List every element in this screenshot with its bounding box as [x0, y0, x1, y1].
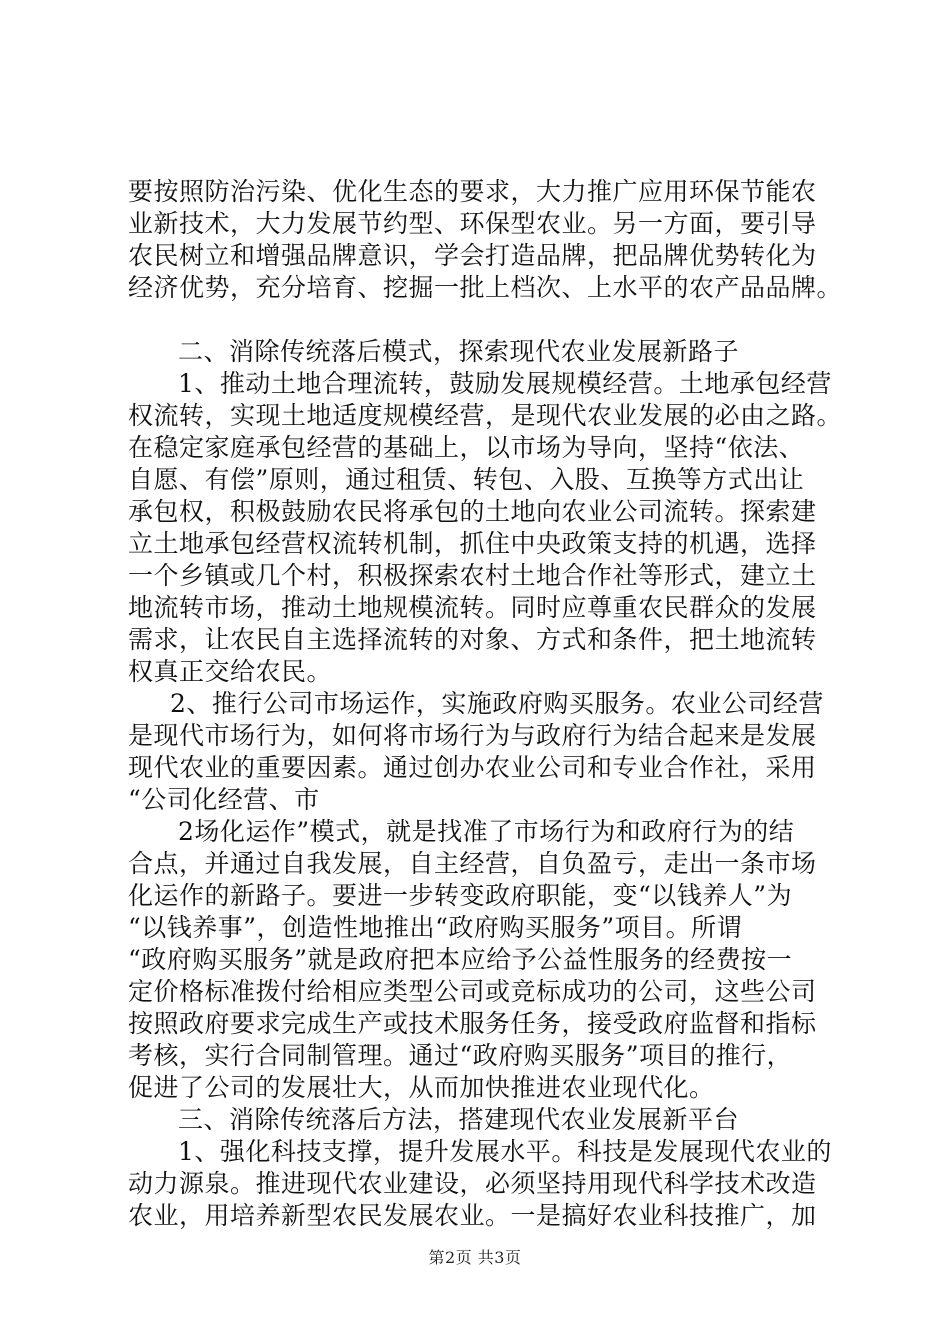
text-line: 需求，让农民自主选择流转的对象、方式和条件，把土地流转 [128, 625, 817, 654]
text-line: 在稳定家庭承包经营的基础上，以市场为导向，坚持“依法、 [128, 433, 805, 462]
text-line: 1、推动土地合理流转，鼓励发展规模经营。土地承包经营 [178, 369, 832, 398]
text-line: 定价格标准拨付给相应类型公司或竞标成功的公司，这些公司 [128, 977, 817, 1006]
text-line: 权真正交给农民。 [128, 657, 333, 686]
text-line: 1、强化科技支撑，提升发展水平。科技是发展现代农业的 [178, 1137, 832, 1166]
text-line: 业新技术，大力发展节约型、环保型农业。另一方面，要引导 [128, 209, 817, 238]
text-line: 权流转，实现土地适度规模经营，是现代农业发展的必由之路。 [128, 401, 843, 430]
text-line: 促进了公司的发展壮大，从而加快推进农业现代化。 [128, 1073, 715, 1102]
text-line: 农民树立和增强品牌意识，学会打造品牌，把品牌优势转化为 [128, 241, 817, 270]
text-line: 地流转市场，推动土地规模流转。同时应尊重农民群众的发展 [128, 593, 817, 622]
text-line: 要按照防治污染、优化生态的要求，大力推广应用环保节能农 [128, 177, 817, 206]
text-line: 按照政府要求完成生产或技术服务任务，接受政府监督和指标 [128, 1009, 817, 1038]
text-line: 动力源泉。推进现代农业建设，必须坚持用现代科学技术改造 [128, 1169, 817, 1198]
text-line: “公司化经营、市 [128, 785, 320, 814]
section-heading: 二、消除传统落后模式，探索现代农业发展新路子 [178, 337, 740, 366]
text-line: “政府购买服务”就是政府把本应给予公益性服务的经费按一 [128, 945, 793, 974]
document-body [128, 176, 843, 1232]
text-line: 是现代市场行为，如何将市场行为与政府行为结合起来是发展 [128, 721, 817, 750]
text-line: “以钱养事”，创造性地推出“政府购买服务”项目。所谓 [128, 913, 743, 942]
page-number: 第2页 共3页 [428, 1248, 522, 1267]
text-line: 合点，并通过自我发展，自主经营，自负盈亏，走出一条市场 [128, 849, 817, 878]
text-line: 立土地承包经营权流转机制，抓住中央政策支持的机遇，选择 [128, 529, 817, 558]
text-line: 2场化运作”模式，就是找准了市场行为和政府行为的结 [178, 817, 795, 846]
text-line: 化运作的新路子。要进一步转变政府职能，变“以钱养人”为 [128, 881, 793, 910]
paragraph-gap [128, 304, 838, 336]
text-line: 自愿、有偿”原则，通过租赁、转包、入股、互换等方式出让 [128, 465, 805, 494]
text-line: 现代农业的重要因素。通过创办农业公司和专业合作社，采用 [128, 753, 817, 782]
text-line: 一个乡镇或几个村，积极探索农村土地合作社等形式，建立土 [128, 561, 817, 590]
text-line: 承包权，积极鼓励农民将承包的土地向农业公司流转。探索建 [128, 497, 817, 526]
text-line: 经济优势，充分培育、挖掘一批上档次、上水平的农产品品牌。 [128, 273, 843, 302]
text-line: 农业，用培养新型农民发展农业。一是搞好农业科技推广，加 [128, 1201, 817, 1230]
section-heading: 三、消除传统落后方法，搭建现代农业发展新平台 [178, 1105, 740, 1134]
text-line: 2、推行公司市场运作，实施政府购买服务。农业公司经营 [170, 689, 824, 718]
text-line: 考核，实行合同制管理。通过“政府购买服务”项目的推行， [128, 1041, 793, 1070]
